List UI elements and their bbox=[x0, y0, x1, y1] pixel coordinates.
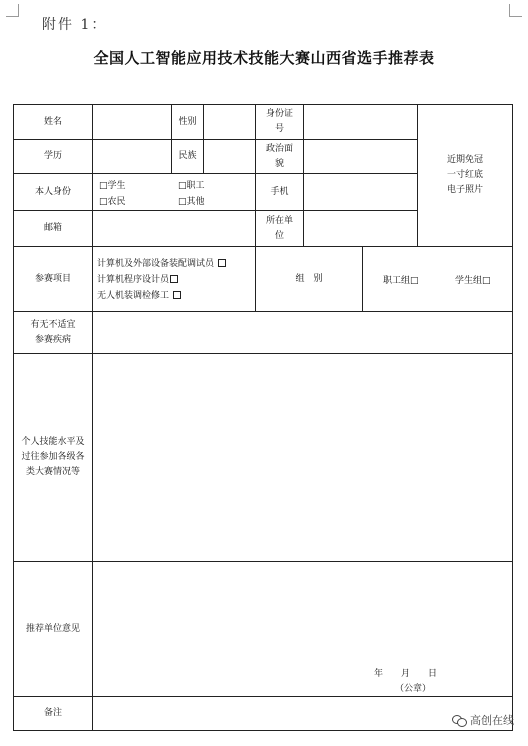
recommend-label: 推荐单位意见 bbox=[13, 561, 93, 697]
illness-label: 有无不适宜 参赛疾病 bbox=[13, 311, 93, 354]
checkbox-icon[interactable] bbox=[173, 291, 181, 299]
checkbox-icon[interactable] bbox=[218, 259, 226, 267]
unit-label: 所在单 位 bbox=[255, 210, 304, 247]
group-label: 组 别 bbox=[255, 246, 363, 312]
event-option-hardware[interactable] bbox=[97, 256, 227, 269]
education-field[interactable] bbox=[92, 139, 172, 174]
wechat-icon bbox=[452, 714, 466, 726]
crop-mark-top-right bbox=[509, 4, 522, 17]
identity-option-student[interactable]: □学生 bbox=[99, 181, 126, 191]
event-option-drone[interactable] bbox=[97, 288, 182, 301]
phone-field[interactable] bbox=[303, 173, 418, 211]
gender-field[interactable] bbox=[203, 104, 256, 140]
ethnicity-field[interactable] bbox=[203, 139, 256, 174]
id-number-field[interactable] bbox=[303, 104, 418, 140]
id-number-label: 身份证 号 bbox=[255, 104, 304, 140]
group-option-student[interactable]: 学生组□ bbox=[455, 276, 491, 286]
event-option-programmer[interactable] bbox=[97, 272, 179, 285]
identity-option-worker[interactable]: □职工 bbox=[178, 181, 205, 191]
group-option-worker[interactable]: 职工组□ bbox=[383, 276, 419, 286]
event-label: 参赛项目 bbox=[13, 246, 93, 312]
crop-mark-top-left bbox=[6, 4, 19, 17]
photo-placeholder[interactable]: 近期免冠 一寸红底 电子照片 bbox=[417, 104, 513, 247]
seal-text: （公章） bbox=[395, 684, 432, 694]
page-title: 全国人工智能应用技术技能大赛山西省选手推荐表 bbox=[93, 49, 435, 67]
gender-label: 性别 bbox=[171, 104, 204, 140]
email-label: 邮箱 bbox=[13, 210, 93, 247]
date-line: 年 月 日 bbox=[374, 669, 438, 679]
checkbox-icon[interactable] bbox=[170, 275, 178, 283]
watermark bbox=[452, 712, 514, 728]
unit-field[interactable] bbox=[303, 210, 418, 247]
event-programmer-label: 计算机程序设计员 bbox=[97, 275, 170, 285]
identity-option-other[interactable]: □其他 bbox=[178, 197, 205, 207]
education-label: 学历 bbox=[13, 139, 93, 174]
ethnicity-label: 民族 bbox=[171, 139, 204, 174]
political-status-label: 政治面 貌 bbox=[255, 139, 304, 174]
event-drone-label: 无人机装调检修工 bbox=[97, 291, 170, 301]
name-field[interactable] bbox=[92, 104, 172, 140]
attachment-label: 附件 1： bbox=[42, 17, 108, 33]
remark-field[interactable] bbox=[92, 696, 513, 731]
remark-label: 备注 bbox=[13, 696, 93, 731]
illness-field[interactable] bbox=[92, 311, 513, 354]
political-status-field[interactable] bbox=[303, 139, 418, 174]
experience-label: 个人技能水平及 过往参加各级各 类大赛情况等 bbox=[13, 353, 93, 562]
watermark-text: 高创在线 bbox=[470, 714, 514, 727]
identity-option-farmer[interactable]: □农民 bbox=[99, 197, 126, 207]
phone-label: 手机 bbox=[255, 173, 304, 211]
identity-label: 本人身份 bbox=[13, 173, 93, 211]
recommend-field[interactable] bbox=[92, 561, 513, 697]
name-label: 姓名 bbox=[13, 104, 93, 140]
experience-field[interactable] bbox=[92, 353, 513, 562]
event-hardware-label: 计算机及外部设备装配调试员 bbox=[97, 259, 215, 269]
email-field[interactable] bbox=[92, 210, 256, 247]
